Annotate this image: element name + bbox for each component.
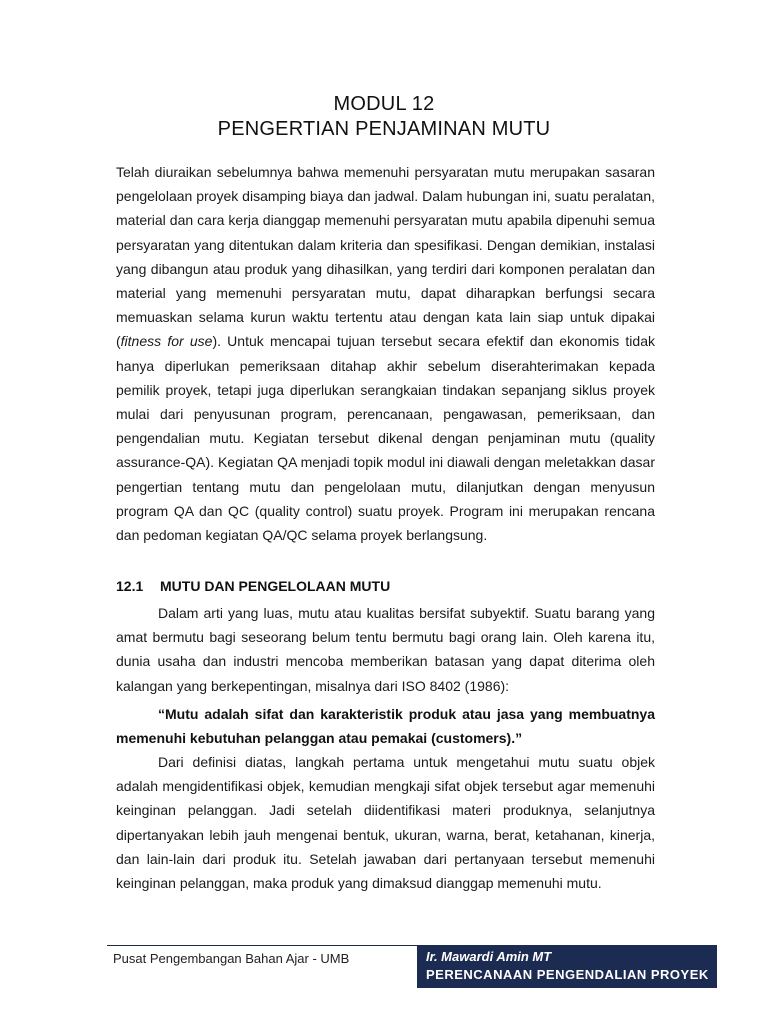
section-paragraph-1: Dalam arti yang luas, mutu atau kualitas bersifat subyektif. Suatu barang yang amat bermutu bagi seseorang belum tentu bermutu bagi orang lain. Oleh karena itu, dunia usaha dan industri mencoba memberikan batasan yang dapat diterima oleh kalangan yang berkepentingan, misalnya dari ISO 8402 (1986): [116,605,655,694]
footer-author-box [417,945,717,988]
module-number: MODUL 12 [333,93,435,115]
definition-quote: “Mutu adalah sifat dan karakteristik produk atau jasa yang membuatnya memenuhi kebutuhan pelanggan atau pemakai (customers).” [116,706,655,747]
section-title: MUTU DAN PENGELOLAAN MUTU [160,578,391,594]
page-title: PENGERTIAN PENJAMINAN MUTU [217,118,551,140]
intro-text-end: ). Untuk mencapai tujuan tersebut secara efektif dan ekonomis tidak hanya diperlukan pemeriksaan ditahap akhir sebelum diserahterimakan kepada pemilik proyek, tetapi juga diperlukan serangkaian tindakan sepanjang siklus proyek mulai dari penyusunan program, perencanaan, pengawasan, pemeriksaan, dan pengendalian mutu. Kegiatan tersebut dikenal dengan penjaminan mutu (quality assurance-QA). Kegiatan QA menjadi topik modul ini diawali dengan meletakkan dasar pengertian tentang mutu dan pengelolaan mutu, dilanjutkan dengan menyusun program QA dan QC (quality control) suatu proyek. Program ini merupakan rencana dan pedoman kegiatan QA/QC selama proyek berlangsung. [116,333,655,544]
footer-divider [107,945,417,946]
section-number: 12.1 [116,578,144,594]
intro-italic-term: fitness for use [120,333,213,350]
intro-paragraph [116,160,655,547]
footer-author: Ir. Mawardi Amin MT [426,949,552,964]
footer-course: PERENCANAAN PENGENDALIAN PROYEK [426,967,709,982]
section-heading [116,578,656,594]
intro-text-start: Telah diuraikan sebelumnya bahwa memenuhi persyaratan mutu merupakan sasaran pengelolaan proyek disamping biaya dan jadwal. Dalam hubungan ini, suatu peralatan, material dan cara kerja dianggap memenuhi persyaratan mutu apabila dipenuhi semua persyaratan yang ditentukan dalam kriteria dan spesifikasi. Dengan demikian, instalasi yang dibangun atau produk yang dihasilkan, yang terdiri dari komponen peralatan dan material yang memenuhi persyaratan mutu, dapat diharapkan berfungsi secara memuaskan selama kurun waktu tertentu atau dengan kata lain siap untuk dipakai ( [116,164,655,350]
section-paragraph-2: Dari definisi diatas, langkah pertama untuk mengetahui mutu suatu objek adalah mengidentifikasi objek, kemudian mengkaji sifat objek tersebut agar memenuhi keinginan pelanggan. Jadi setelah diidentifikasi materi produknya, selanjutnya dipertanyakan lebih jauh mengenai bentuk, ukuran, warna, berat, ketahanan, kinerja, dan lain-lain dari produk itu. Setelah jawaban dari pertanyaan tersebut memenuhi keinginan pelanggan, maka produk yang dimaksud dianggap memenuhi mutu. [116,754,655,892]
footer-institution: Pusat Pengembangan Bahan Ajar - UMB [113,951,350,966]
